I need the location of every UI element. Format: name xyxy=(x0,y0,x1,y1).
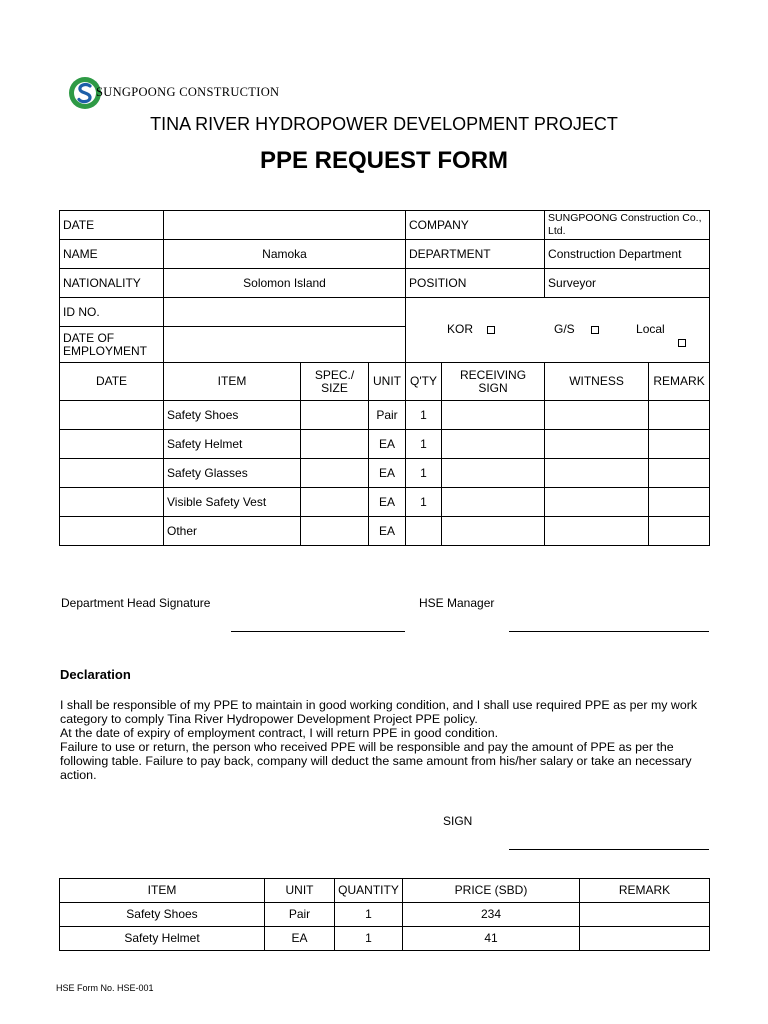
nationality-field[interactable]: Solomon Island xyxy=(164,269,406,298)
row-witness-cell[interactable] xyxy=(545,459,649,488)
row-witness-cell[interactable] xyxy=(545,517,649,546)
id-field[interactable] xyxy=(164,298,406,327)
sign-label: SIGN xyxy=(443,814,473,828)
price-unit-cell: EA xyxy=(265,927,335,951)
price-remark-cell[interactable] xyxy=(580,903,710,927)
hse-manager-label: HSE Manager xyxy=(419,596,495,610)
price-value-cell: 41 xyxy=(403,927,580,951)
row-item-cell: Safety Helmet xyxy=(164,430,301,459)
row-date-cell[interactable] xyxy=(60,517,164,546)
row-unit-cell: Pair xyxy=(369,401,406,430)
kor-checkbox[interactable] xyxy=(487,326,495,334)
table-row xyxy=(60,927,710,951)
form-title: PPE REQUEST FORM xyxy=(259,147,509,174)
col-header-item: ITEM xyxy=(164,363,301,401)
col-header-spec: SPEC./ SIZE xyxy=(301,363,369,401)
row-unit-cell: EA xyxy=(369,459,406,488)
company-field[interactable]: SUNGPOONG Construction Co., Ltd. xyxy=(545,211,710,240)
row-receiving-cell[interactable] xyxy=(442,517,545,546)
origin-options xyxy=(406,298,710,363)
local-checkbox[interactable] xyxy=(678,339,686,347)
price-value-cell: 234 xyxy=(403,903,580,927)
row-date-cell[interactable] xyxy=(60,459,164,488)
price-quantity-cell: 1 xyxy=(335,927,403,951)
declaration-paragraph: Failure to use or return, the person who received PPE will be responsible and pay the amount of PPE as per the following table. Failure to pay back, company will deduct the same amount from his/her salary or take an necessary action. xyxy=(60,740,692,782)
hse-manager-signature-line[interactable] xyxy=(509,631,709,632)
department-label: DEPARTMENT xyxy=(406,240,545,269)
form-number: HSE Form No. HSE-001 xyxy=(56,983,154,993)
option-gs[interactable]: G/S xyxy=(554,323,599,336)
declaration-paragraph: I shall be responsible of my PPE to maintain in good working condition, and I shall use required PPE as per my work category to comply Tina River Hydropower Development Project PPE policy. xyxy=(60,698,698,726)
row-remark-cell[interactable] xyxy=(649,517,710,546)
declaration-text xyxy=(60,698,710,782)
price-header-quantity: QUANTITY xyxy=(335,879,403,903)
row-receiving-cell[interactable] xyxy=(442,401,545,430)
date-field[interactable] xyxy=(164,211,406,240)
row-qty-cell[interactable] xyxy=(406,517,442,546)
project-title: TINA RIVER HYDROPOWER DEVELOPMENT PROJECT xyxy=(150,114,618,134)
row-spec-cell[interactable] xyxy=(301,488,369,517)
row-date-cell[interactable] xyxy=(60,430,164,459)
declaration-title: Declaration xyxy=(60,667,131,682)
row-qty-cell[interactable]: 1 xyxy=(406,488,442,517)
company-label: COMPANY xyxy=(406,211,545,240)
row-date-cell[interactable] xyxy=(60,488,164,517)
row-item-cell: Safety Glasses xyxy=(164,459,301,488)
id-label: ID NO. xyxy=(60,298,164,327)
date-of-employment-label: DATE OF EMPLOYMENT xyxy=(60,327,164,363)
row-item-cell: Visible Safety Vest xyxy=(164,488,301,517)
row-spec-cell[interactable] xyxy=(301,459,369,488)
date-label: DATE xyxy=(60,211,164,240)
row-witness-cell[interactable] xyxy=(545,401,649,430)
price-quantity-cell: 1 xyxy=(335,903,403,927)
table-row xyxy=(60,401,710,430)
row-item-cell: Safety Shoes xyxy=(164,401,301,430)
price-remark-cell[interactable] xyxy=(580,927,710,951)
position-label: POSITION xyxy=(406,269,545,298)
row-receiving-cell[interactable] xyxy=(442,430,545,459)
ppe-request-table xyxy=(59,210,710,546)
row-qty-cell[interactable]: 1 xyxy=(406,430,442,459)
row-receiving-cell[interactable] xyxy=(442,488,545,517)
row-unit-cell: EA xyxy=(369,488,406,517)
nationality-label: NATIONALITY xyxy=(60,269,164,298)
price-header-unit: UNIT xyxy=(265,879,335,903)
position-field[interactable]: Surveyor xyxy=(545,269,710,298)
col-header-date: DATE xyxy=(60,363,164,401)
price-table xyxy=(59,878,710,951)
table-row xyxy=(60,517,710,546)
table-row xyxy=(60,903,710,927)
price-header-remark: REMARK xyxy=(580,879,710,903)
row-date-cell[interactable] xyxy=(60,401,164,430)
option-kor[interactable]: KOR xyxy=(447,323,495,336)
row-remark-cell[interactable] xyxy=(649,401,710,430)
declaration-paragraph: At the date of expiry of employment contract, I will return PPE in good condition. xyxy=(60,726,499,740)
sign-line[interactable] xyxy=(509,849,709,850)
company-name: SUNGPOONG CONSTRUCTION xyxy=(96,85,280,99)
price-item-cell: Safety Helmet xyxy=(60,927,265,951)
col-header-remark: REMARK xyxy=(649,363,710,401)
row-spec-cell[interactable] xyxy=(301,401,369,430)
row-qty-cell[interactable]: 1 xyxy=(406,459,442,488)
name-field[interactable]: Namoka xyxy=(164,240,406,269)
price-unit-cell: Pair xyxy=(265,903,335,927)
table-row xyxy=(60,430,710,459)
price-header-price: PRICE (SBD) xyxy=(403,879,580,903)
row-witness-cell[interactable] xyxy=(545,488,649,517)
row-item-cell: Other xyxy=(164,517,301,546)
gs-checkbox[interactable] xyxy=(591,326,599,334)
date-of-employment-field[interactable] xyxy=(164,327,406,363)
name-label: NAME xyxy=(60,240,164,269)
row-spec-cell[interactable] xyxy=(301,430,369,459)
row-remark-cell[interactable] xyxy=(649,430,710,459)
row-qty-cell[interactable]: 1 xyxy=(406,401,442,430)
row-witness-cell[interactable] xyxy=(545,430,649,459)
col-header-qty: Q'TY xyxy=(406,363,442,401)
department-field[interactable]: Construction Department xyxy=(545,240,710,269)
table-row xyxy=(60,488,710,517)
row-unit-cell: EA xyxy=(369,517,406,546)
price-item-cell: Safety Shoes xyxy=(60,903,265,927)
col-header-witness: WITNESS xyxy=(545,363,649,401)
row-receiving-cell[interactable] xyxy=(442,459,545,488)
row-remark-cell[interactable] xyxy=(649,459,710,488)
price-header-item: ITEM xyxy=(60,879,265,903)
col-header-unit: UNIT xyxy=(369,363,406,401)
row-spec-cell[interactable] xyxy=(301,517,369,546)
row-unit-cell: EA xyxy=(369,430,406,459)
option-local[interactable]: Local xyxy=(636,323,706,349)
dept-head-signature-label: Department Head Signature xyxy=(61,596,211,610)
dept-head-signature-line[interactable] xyxy=(231,631,405,632)
row-remark-cell[interactable] xyxy=(649,488,710,517)
col-header-receiving-sign: RECEIVING SIGN xyxy=(442,363,545,401)
table-row xyxy=(60,459,710,488)
